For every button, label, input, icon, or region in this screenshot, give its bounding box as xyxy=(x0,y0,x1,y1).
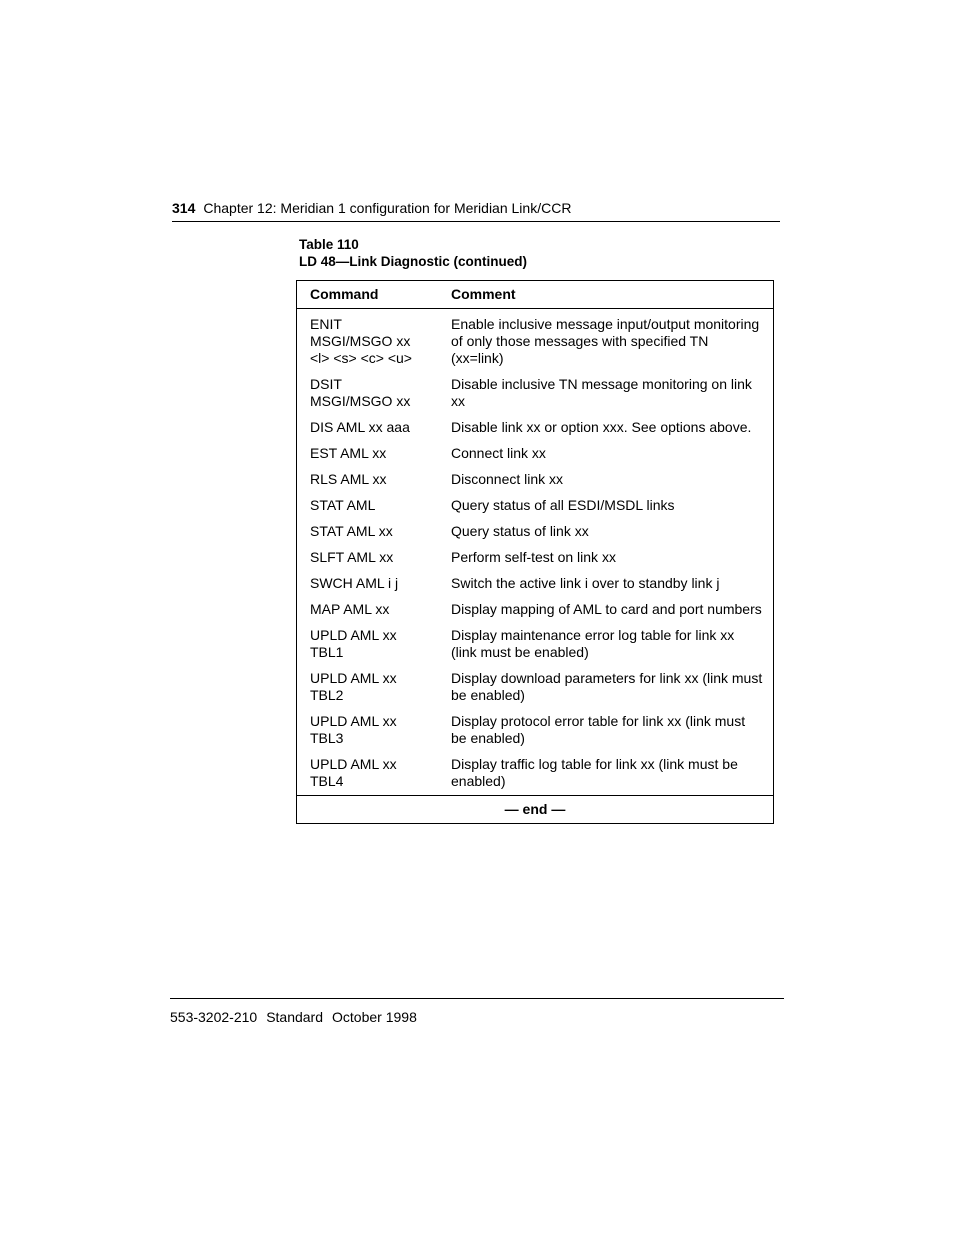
table-row xyxy=(297,549,774,575)
command-cell xyxy=(297,309,452,377)
table-row xyxy=(297,309,774,377)
comment-text: enabled) xyxy=(451,773,506,789)
comment-cell xyxy=(451,445,774,471)
comment-text: Disable link xx or option xxx. See options above. xyxy=(451,419,752,435)
table-row xyxy=(297,445,774,471)
command-cell xyxy=(297,523,452,549)
command-cell xyxy=(297,670,452,713)
footer-date: October 1998 xyxy=(332,1009,417,1025)
command-cell xyxy=(297,471,452,497)
footer-status: Standard xyxy=(266,1009,324,1025)
command-text: UPLD AML xx xyxy=(310,670,397,686)
comment-text: Display download parameters for link xx (link must xyxy=(451,670,763,686)
comment-cell xyxy=(451,549,774,575)
command-text: TBL1 xyxy=(310,644,344,660)
comment-cell xyxy=(451,376,774,419)
table-row xyxy=(297,419,774,445)
table-row xyxy=(297,376,774,419)
page-header xyxy=(172,199,780,222)
command-cell xyxy=(297,713,452,756)
command-cell xyxy=(297,627,452,670)
table-header-row xyxy=(297,281,774,309)
table-body xyxy=(297,309,774,796)
table-row xyxy=(297,575,774,601)
table-number: Table 110 xyxy=(299,237,359,252)
command-text: UPLD AML xx xyxy=(310,756,397,772)
comment-text: Switch the active link i over to standby link j xyxy=(451,575,720,591)
table-caption xyxy=(299,236,527,270)
comment-cell xyxy=(451,309,774,377)
command-cell xyxy=(297,756,452,796)
comment-text: be enabled) xyxy=(451,687,525,703)
command-cell xyxy=(297,419,452,445)
comment-text: Disable inclusive TN message monitoring on link xyxy=(451,376,752,392)
command-text: UPLD AML xx xyxy=(310,627,397,643)
command-text: UPLD AML xx xyxy=(310,713,397,729)
page-number: 314 xyxy=(172,200,196,216)
command-cell xyxy=(297,445,452,471)
table-row xyxy=(297,523,774,549)
command-text: MSGI/MSGO xx xyxy=(310,393,411,409)
comment-text: Display protocol error table for link xx (link must xyxy=(451,713,746,729)
command-text: STAT AML xyxy=(310,497,376,513)
comment-text: Enable inclusive message input/output monitoring xyxy=(451,316,760,332)
comment-cell xyxy=(451,497,774,523)
comment-cell xyxy=(451,756,774,796)
comment-text: be enabled) xyxy=(451,730,525,746)
table-row xyxy=(297,471,774,497)
table-title: LD 48—Link Diagnostic (continued) xyxy=(299,254,528,269)
table-end-marker: — end — xyxy=(297,796,774,824)
table-row xyxy=(297,627,774,670)
comment-cell xyxy=(451,575,774,601)
comment-text: (link must be enabled) xyxy=(451,644,589,660)
command-text: <l> <s> <c> <u> xyxy=(310,350,412,366)
table-row xyxy=(297,497,774,523)
command-text: EST AML xx xyxy=(310,445,387,461)
command-text: SWCH AML i j xyxy=(310,575,399,591)
comment-cell xyxy=(451,670,774,713)
command-text: TBL4 xyxy=(310,773,344,789)
command-text: DSIT xyxy=(310,376,342,392)
chapter-title: Chapter 12: Meridian 1 configuration for Meridian Link/CCR xyxy=(203,200,572,216)
command-cell xyxy=(297,497,452,523)
command-text: ENIT xyxy=(310,316,342,332)
table-row xyxy=(297,713,774,756)
column-header-command: Command xyxy=(297,281,452,309)
comment-text: of only those messages with specified TN xyxy=(451,333,709,349)
comment-cell xyxy=(451,601,774,627)
command-text: TBL2 xyxy=(310,687,344,703)
comment-text: Display maintenance error log table for link xx xyxy=(451,627,735,643)
command-text: TBL3 xyxy=(310,730,344,746)
comment-cell xyxy=(451,713,774,756)
comment-text: Connect link xx xyxy=(451,445,546,461)
comment-text: Query status of link xx xyxy=(451,523,589,539)
comment-text: Disconnect link xx xyxy=(451,471,564,487)
command-text: SLFT AML xx xyxy=(310,549,394,565)
link-diagnostic-table xyxy=(296,280,774,824)
command-text: MAP AML xx xyxy=(310,601,390,617)
command-text: RLS AML xx xyxy=(310,471,387,487)
comment-text: (xx=link) xyxy=(451,350,504,366)
comment-text: xx xyxy=(451,393,465,409)
column-header-comment: Comment xyxy=(451,281,774,309)
comment-cell xyxy=(451,419,774,445)
comment-text: Query status of all ESDI/MSDL links xyxy=(451,497,675,513)
table-row xyxy=(297,601,774,627)
table-row xyxy=(297,670,774,713)
comment-cell xyxy=(451,523,774,549)
footer-doc-number: 553-3202-210 xyxy=(170,1009,258,1025)
command-cell xyxy=(297,549,452,575)
page-footer xyxy=(170,998,784,1026)
command-cell xyxy=(297,376,452,419)
command-text: STAT AML xx xyxy=(310,523,393,539)
comment-cell xyxy=(451,471,774,497)
comment-cell xyxy=(451,627,774,670)
comment-text: Display mapping of AML to card and port numbers xyxy=(451,601,762,617)
command-text: DIS AML xx aaa xyxy=(310,419,410,435)
comment-text: Display traffic log table for link xx (link must be xyxy=(451,756,738,772)
command-cell xyxy=(297,575,452,601)
command-text: MSGI/MSGO xx xyxy=(310,333,411,349)
table-end-row xyxy=(297,796,774,824)
comment-text: Perform self-test on link xx xyxy=(451,549,616,565)
command-cell xyxy=(297,601,452,627)
table-row xyxy=(297,756,774,796)
